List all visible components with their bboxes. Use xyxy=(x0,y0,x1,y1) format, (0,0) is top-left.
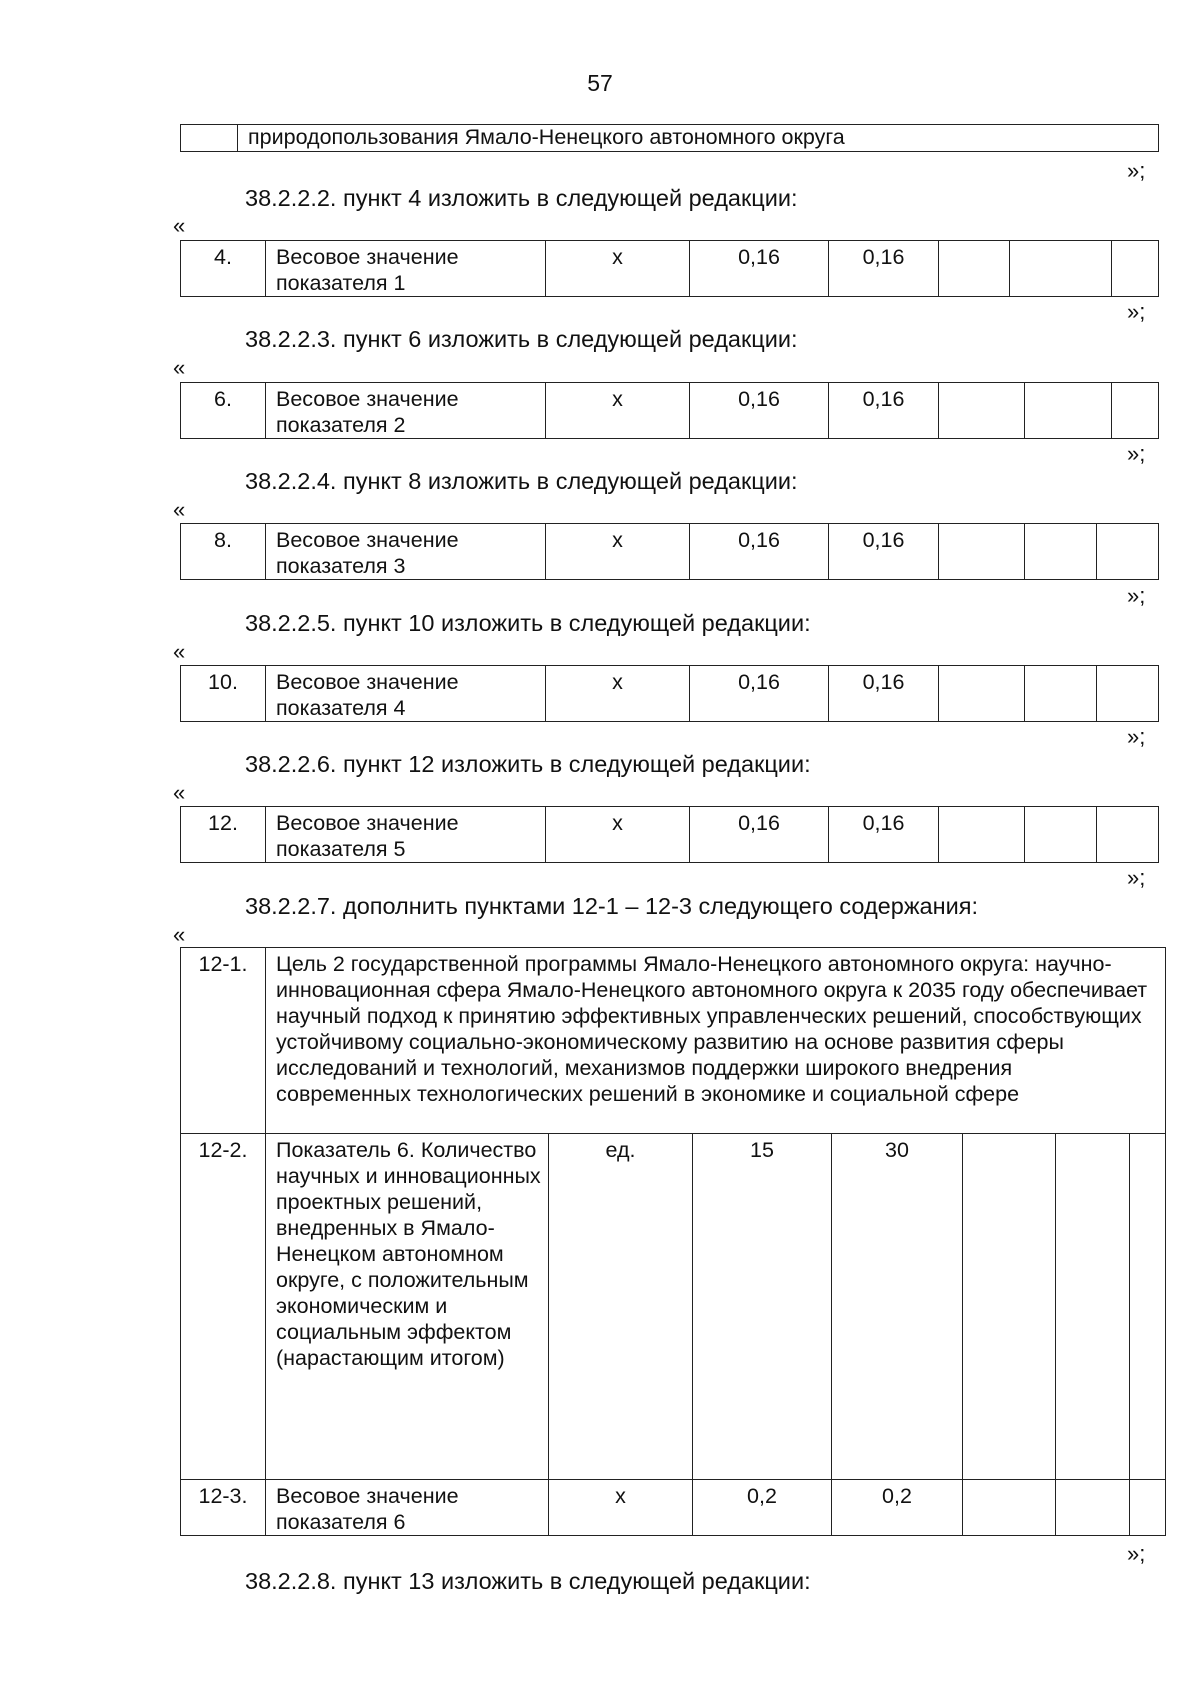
page-number: 57 xyxy=(587,70,613,96)
indicator-name: Весовое значение показателя 5 xyxy=(266,807,546,863)
table-row xyxy=(181,1480,1166,1536)
heading-38-2-2-8: 38.2.2.8. пункт 13 изложить в следующей редакции: xyxy=(245,1568,811,1594)
indicator-name: Весовое значение показателя 3 xyxy=(266,524,546,580)
weight-table-3 xyxy=(180,523,1159,580)
empty-cell xyxy=(939,524,1025,580)
top-table-text: природопользования Ямало-Ненецкого автономного округа xyxy=(238,125,1159,152)
value-2: 0,16 xyxy=(829,383,939,439)
quote-open-6: « xyxy=(173,922,186,947)
unit: х xyxy=(546,241,690,297)
empty-cell xyxy=(939,383,1025,439)
big-table xyxy=(180,947,1166,1536)
unit: х xyxy=(546,383,690,439)
empty-cell xyxy=(1097,666,1159,722)
quote-open-2: « xyxy=(173,355,186,380)
empty-cell xyxy=(1056,1134,1130,1480)
quote-open-4: « xyxy=(173,639,186,664)
indicator-name: Весовое значение показателя 4 xyxy=(266,666,546,722)
top-table xyxy=(180,124,1159,152)
empty-cell xyxy=(963,1480,1056,1536)
row-number: 8. xyxy=(181,524,266,580)
value-1: 0,16 xyxy=(690,241,829,297)
value-2: 0,16 xyxy=(829,524,939,580)
unit: х xyxy=(546,524,690,580)
value-2: 0,16 xyxy=(829,241,939,297)
empty-cell xyxy=(1130,1480,1166,1536)
empty-cell xyxy=(963,1134,1056,1480)
row-number: 12-1. xyxy=(181,948,266,1134)
indicator-name: Весовое значение показателя 6 xyxy=(266,1480,549,1536)
value-1: 0,2 xyxy=(693,1480,832,1536)
quote-open-3: « xyxy=(173,497,186,522)
goal-text: Цель 2 государственной программы Ямало-Ненецкого автономного округа: научно-инновационная сфера Ямало-Ненецкого автономного округа к 2035 году обеспечивает научный подход к принятию эффективных управленческих решений, способствующих устойчивому социально-экономическому развитию на основе развития сферы исследований и технологий, механизмов поддержки широкого внедрения современных технологических решений в экономике и социальной сфере xyxy=(266,948,1166,1134)
value-1: 0,16 xyxy=(690,524,829,580)
unit: х xyxy=(549,1480,693,1536)
weight-table-1 xyxy=(180,240,1159,297)
indicator-name: Показатель 6. Количество научных и инновационных проектных решений, внедренных в Ямало-Ненецком автономном округе, с положительным экономическим и социальным эффектом (нарастающим итогом) xyxy=(266,1134,549,1480)
value-2: 30 xyxy=(832,1134,963,1480)
heading-38-2-2-6: 38.2.2.6. пункт 12 изложить в следующей редакции: xyxy=(245,751,811,777)
value-1: 0,16 xyxy=(690,383,829,439)
unit: х xyxy=(546,666,690,722)
weight-table-4 xyxy=(180,665,1159,722)
empty-cell xyxy=(1112,241,1159,297)
empty-cell xyxy=(1025,666,1097,722)
empty-cell xyxy=(1097,807,1159,863)
row-number: 12-2. xyxy=(181,1134,266,1480)
empty-cell xyxy=(939,241,1010,297)
weight-table-5 xyxy=(180,806,1159,863)
table-row xyxy=(181,1134,1166,1480)
quote-open-1: « xyxy=(173,213,186,238)
empty-cell xyxy=(1025,524,1097,580)
empty-cell xyxy=(1025,807,1097,863)
quote-close-7: »; xyxy=(1127,1541,1146,1566)
value-2: 0,16 xyxy=(829,807,939,863)
row-number: 6. xyxy=(181,383,266,439)
value-2: 0,2 xyxy=(832,1480,963,1536)
empty-cell xyxy=(1130,1134,1166,1480)
indicator-name: Весовое значение показателя 2 xyxy=(266,383,546,439)
indicator-name: Весовое значение показателя 1 xyxy=(266,241,546,297)
value-2: 0,16 xyxy=(829,666,939,722)
value-1: 0,16 xyxy=(690,666,829,722)
empty-cell xyxy=(1056,1480,1130,1536)
table-row xyxy=(181,948,1166,1134)
quote-open-5: « xyxy=(173,780,186,805)
heading-38-2-2-4: 38.2.2.4. пункт 8 изложить в следующей редакции: xyxy=(245,468,798,494)
unit: ед. xyxy=(549,1134,693,1480)
quote-close-5: »; xyxy=(1127,724,1146,749)
row-number: 12. xyxy=(181,807,266,863)
quote-close-2: »; xyxy=(1127,299,1146,324)
empty-cell xyxy=(1112,383,1159,439)
empty-cell xyxy=(939,807,1025,863)
row-number: 10. xyxy=(181,666,266,722)
empty-cell xyxy=(1025,383,1112,439)
value-1: 0,16 xyxy=(690,807,829,863)
weight-table-2 xyxy=(180,382,1159,439)
top-table-empty-cell xyxy=(181,125,238,152)
heading-38-2-2-5: 38.2.2.5. пункт 10 изложить в следующей редакции: xyxy=(245,610,811,636)
quote-close-6: »; xyxy=(1127,865,1146,890)
heading-38-2-2-7: 38.2.2.7. дополнить пунктами 12-1 – 12-3 следующего содержания: xyxy=(245,893,978,919)
quote-close-4: »; xyxy=(1127,583,1146,608)
heading-38-2-2-2: 38.2.2.2. пункт 4 изложить в следующей редакции: xyxy=(245,185,798,211)
unit: х xyxy=(546,807,690,863)
value-1: 15 xyxy=(693,1134,832,1480)
heading-38-2-2-3: 38.2.2.3. пункт 6 изложить в следующей редакции: xyxy=(245,326,798,352)
quote-close-1: »; xyxy=(1127,158,1146,183)
row-number: 4. xyxy=(181,241,266,297)
quote-close-3: »; xyxy=(1127,441,1146,466)
empty-cell xyxy=(1010,241,1112,297)
empty-cell xyxy=(939,666,1025,722)
row-number: 12-3. xyxy=(181,1480,266,1536)
empty-cell xyxy=(1097,524,1159,580)
